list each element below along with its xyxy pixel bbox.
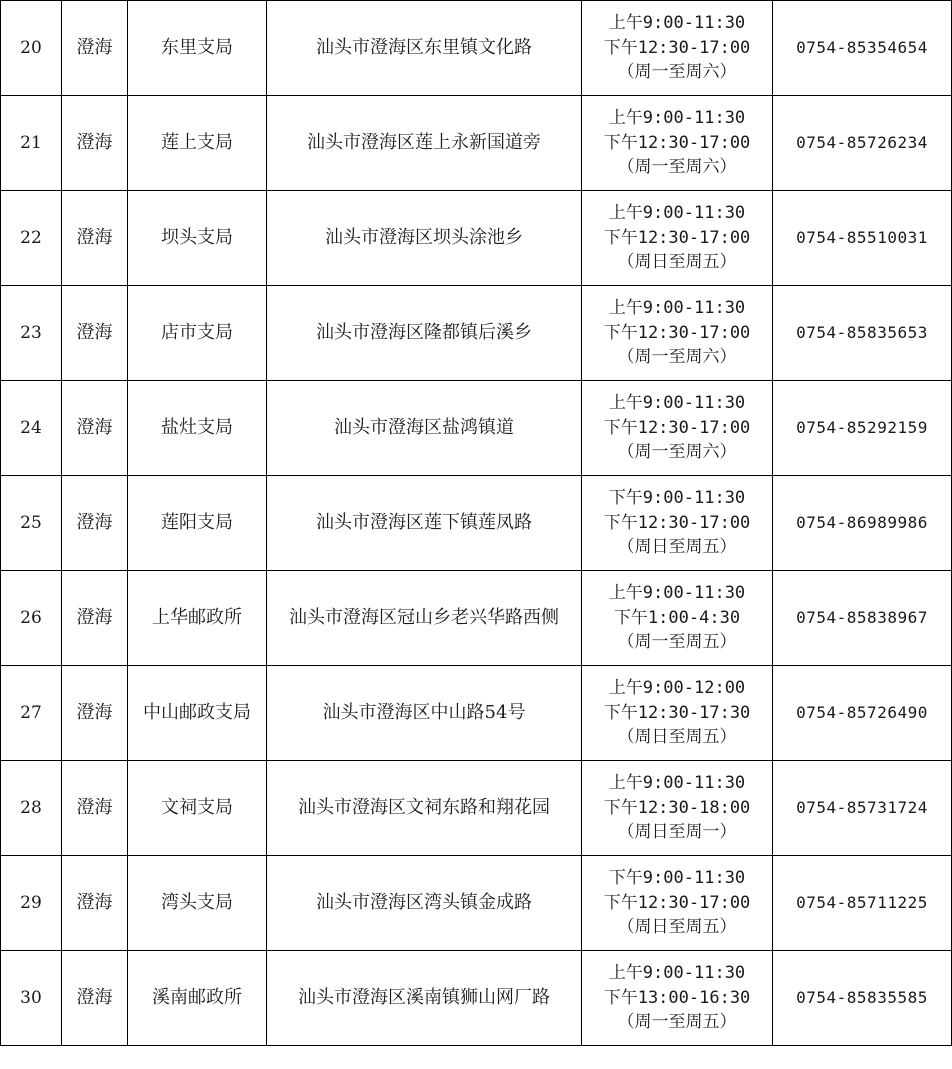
address-cell: 汕头市澄海区东里镇文化路 (267, 1, 582, 96)
row-number-cell: 25 (1, 476, 62, 571)
business-hours-cell (582, 96, 773, 191)
row-number-cell: 27 (1, 666, 62, 761)
business-hours-line: 下午12:30-18:00 (603, 797, 751, 818)
branch-name-cell: 文祠支局 (128, 761, 267, 856)
business-hours-cell (582, 951, 773, 1046)
business-hours-cell (582, 856, 773, 951)
business-hours-line: （周日至周五） (617, 252, 737, 273)
district-cell: 澄海 (62, 856, 128, 951)
branch-name-cell: 上华邮政所 (128, 571, 267, 666)
branch-name-cell: 坝头支局 (128, 191, 267, 286)
table-row (1, 96, 952, 191)
table-row (1, 286, 952, 381)
district-cell: 澄海 (62, 96, 128, 191)
business-hours-line: （周日至周一） (617, 822, 737, 843)
row-number-cell: 21 (1, 96, 62, 191)
business-hours-cell (582, 1, 773, 96)
business-hours-line: 下午12:30-17:30 (603, 702, 751, 723)
business-hours-cell (582, 286, 773, 381)
business-hours-line: （周一至周五） (617, 1012, 737, 1033)
district-cell: 澄海 (62, 571, 128, 666)
address-cell: 汕头市澄海区莲下镇莲凤路 (267, 476, 582, 571)
table-row (1, 856, 952, 951)
row-number-cell: 29 (1, 856, 62, 951)
business-hours-line: （周一至周六） (617, 157, 737, 178)
business-hours-line: （周一至周五） (617, 632, 737, 653)
business-hours-line: 上午9:00-11:30 (608, 108, 746, 129)
row-number-cell: 26 (1, 571, 62, 666)
address-cell: 汕头市澄海区莲上永新国道旁 (267, 96, 582, 191)
table-row (1, 1, 952, 96)
business-hours-cell (582, 666, 773, 761)
business-hours-line: （周一至周六） (617, 442, 737, 463)
district-cell: 澄海 (62, 191, 128, 286)
business-hours-line: 上午9:00-11:30 (608, 963, 746, 984)
district-cell: 澄海 (62, 1, 128, 96)
business-hours-line: 上午9:00-11:30 (608, 773, 746, 794)
table-row (1, 381, 952, 476)
business-hours-line: （周日至周五） (617, 537, 737, 558)
address-cell: 汕头市澄海区隆都镇后溪乡 (267, 286, 582, 381)
phone-cell: 0754-85711225 (773, 856, 952, 951)
table-row (1, 476, 952, 571)
business-hours-cell (582, 476, 773, 571)
district-cell: 澄海 (62, 666, 128, 761)
branch-name-cell: 溪南邮政所 (128, 951, 267, 1046)
business-hours-line: 下午12:30-17:00 (603, 227, 751, 248)
row-number-cell: 28 (1, 761, 62, 856)
row-number-cell: 24 (1, 381, 62, 476)
phone-cell: 0754-85838967 (773, 571, 952, 666)
business-hours-line: 下午12:30-17:00 (603, 132, 751, 153)
table-row (1, 191, 952, 286)
address-cell: 汕头市澄海区坝头涂池乡 (267, 191, 582, 286)
branch-name-cell: 莲上支局 (128, 96, 267, 191)
table-row (1, 761, 952, 856)
row-number-cell: 20 (1, 1, 62, 96)
business-hours-line: 上午9:00-11:30 (608, 583, 746, 604)
phone-cell: 0754-85835585 (773, 951, 952, 1046)
row-number-cell: 30 (1, 951, 62, 1046)
branch-name-cell: 中山邮政支局 (128, 666, 267, 761)
business-hours-cell (582, 571, 773, 666)
phone-cell: 0754-85292159 (773, 381, 952, 476)
district-cell: 澄海 (62, 761, 128, 856)
business-hours-line: 上午9:00-11:30 (608, 203, 746, 224)
branch-name-cell: 莲阳支局 (128, 476, 267, 571)
table-row (1, 951, 952, 1046)
business-hours-cell (582, 761, 773, 856)
business-hours-line: 下午9:00-11:30 (608, 488, 746, 509)
district-cell: 澄海 (62, 951, 128, 1046)
business-hours-line: 下午12:30-17:00 (603, 322, 751, 343)
business-hours-line: 下午12:30-17:00 (603, 37, 751, 58)
business-hours-line: 上午9:00-11:30 (608, 393, 746, 414)
table-body (1, 1, 952, 1046)
business-hours-line: （周日至周五） (617, 727, 737, 748)
address-cell: 汕头市澄海区文祠东路和翔花园 (267, 761, 582, 856)
phone-cell: 0754-85354654 (773, 1, 952, 96)
branch-name-cell: 店市支局 (128, 286, 267, 381)
business-hours-line: 下午9:00-11:30 (608, 868, 746, 889)
business-hours-line: 下午1:00-4:30 (613, 607, 741, 628)
row-number-cell: 22 (1, 191, 62, 286)
address-cell: 汕头市澄海区中山路54号 (267, 666, 582, 761)
address-cell: 汕头市澄海区冠山乡老兴华路西侧 (267, 571, 582, 666)
row-number-cell: 23 (1, 286, 62, 381)
business-hours-line: 下午12:30-17:00 (603, 417, 751, 438)
business-hours-line: 上午9:00-12:00 (608, 678, 746, 699)
phone-cell: 0754-85510031 (773, 191, 952, 286)
branch-name-cell: 东里支局 (128, 1, 267, 96)
business-hours-line: （周一至周六） (617, 62, 737, 83)
business-hours-line: 上午9:00-11:30 (608, 13, 746, 34)
business-hours-line: 下午12:30-17:00 (603, 892, 751, 913)
district-cell: 澄海 (62, 286, 128, 381)
business-hours-cell (582, 381, 773, 476)
business-hours-line: 上午9:00-11:30 (608, 298, 746, 319)
address-cell: 汕头市澄海区盐鸿镇道 (267, 381, 582, 476)
branch-name-cell: 盐灶支局 (128, 381, 267, 476)
phone-cell: 0754-85726490 (773, 666, 952, 761)
address-cell: 汕头市澄海区湾头镇金成路 (267, 856, 582, 951)
phone-cell: 0754-85835653 (773, 286, 952, 381)
phone-cell: 0754-85731724 (773, 761, 952, 856)
business-hours-line: 下午13:00-16:30 (603, 987, 751, 1008)
phone-cell: 0754-86989986 (773, 476, 952, 571)
address-cell: 汕头市澄海区溪南镇狮山网厂路 (267, 951, 582, 1046)
business-hours-line: （周日至周五） (617, 917, 737, 938)
branch-name-cell: 湾头支局 (128, 856, 267, 951)
phone-cell: 0754-85726234 (773, 96, 952, 191)
business-hours-cell (582, 191, 773, 286)
business-hours-line: 下午12:30-17:00 (603, 512, 751, 533)
district-cell: 澄海 (62, 476, 128, 571)
table-row (1, 571, 952, 666)
table-row (1, 666, 952, 761)
district-cell: 澄海 (62, 381, 128, 476)
business-hours-line: （周一至周六） (617, 347, 737, 368)
